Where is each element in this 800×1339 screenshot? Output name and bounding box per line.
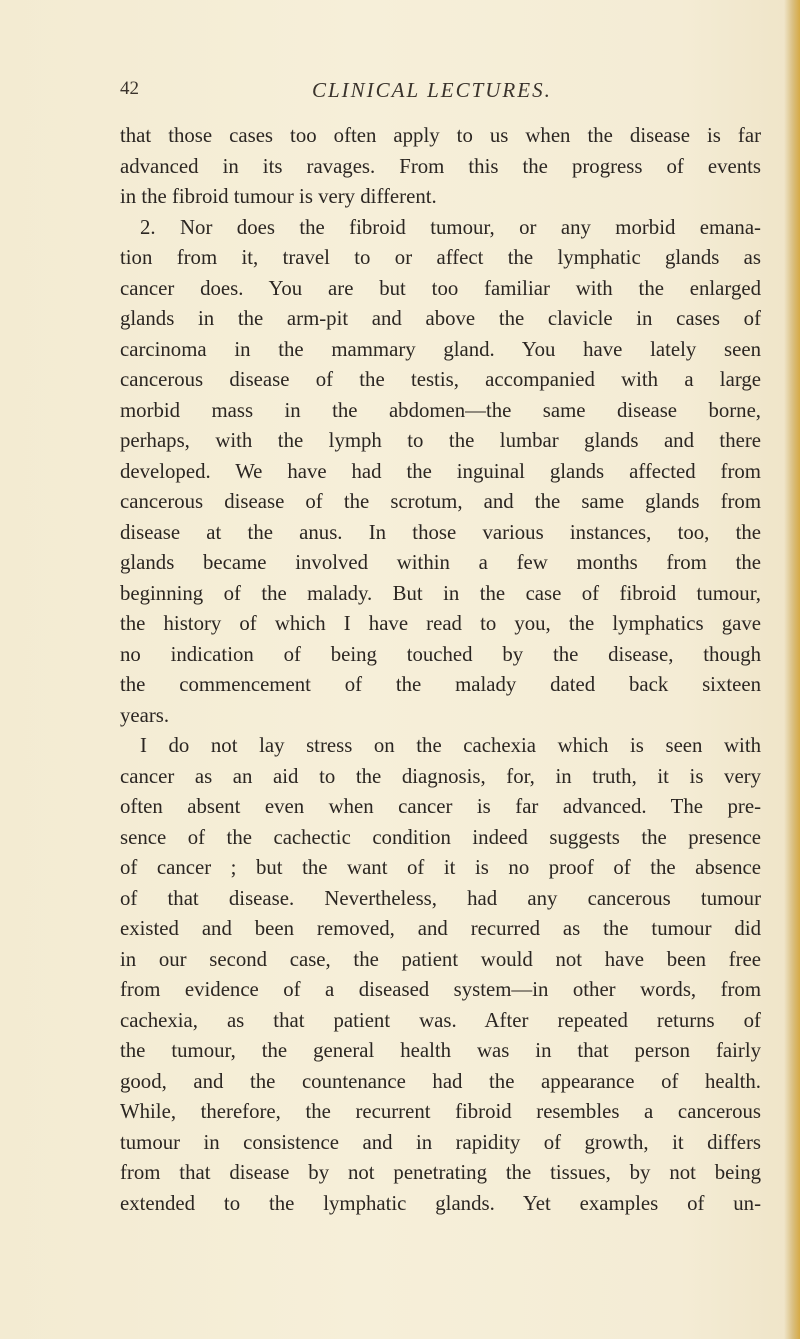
body-text — [120, 121, 761, 1219]
text-line: carcinoma in the mammary gland. You have lately seen — [120, 337, 761, 361]
text-line: in our second case, the patient would not have been free — [120, 947, 761, 971]
text-line: While, therefore, the recurrent fibroid resembles a cancerous — [120, 1100, 761, 1123]
text-line: sence of the cachectic condition indeed suggests the presence — [120, 825, 761, 849]
text-line: years. — [120, 703, 170, 727]
text-line: glands became involved within a few months from the — [120, 551, 761, 574]
text-line: cancer does. You are but too familiar with the enlarged — [120, 276, 761, 300]
text-line: morbid mass in the abdomen—the same disease borne, — [120, 398, 761, 422]
text-line: in the fibroid tumour is very different. — [120, 185, 437, 208]
text-line: I do not lay stress on the cachexia which is seen with — [140, 734, 761, 757]
text-line: extended to the lymphatic glands. Yet examples of un- — [120, 1191, 761, 1215]
text-line: 2. Nor does the fibroid tumour, or any morbid emana- — [140, 215, 761, 239]
text-line: perhaps, with the lymph to the lumbar glands and there — [120, 429, 761, 452]
text-line: cachexia, as that patient was. After repeated returns of — [120, 1008, 761, 1032]
text-line: that those cases too often apply to us when the disease is far — [120, 124, 761, 147]
page-edge — [784, 0, 800, 1339]
page-number: 42 — [120, 78, 139, 99]
text-line: cancerous disease of the scrotum, and the same glands from — [120, 490, 761, 513]
text-line: no indication of being touched by the disease, though — [120, 642, 761, 666]
text-line: disease at the anus. In those various instances, too, the — [120, 520, 761, 544]
text-line: cancerous disease of the testis, accompanied with a large — [120, 368, 761, 391]
text-line: of that disease. Nevertheless, had any cancerous tumour — [120, 886, 761, 910]
text-line: the tumour, the general health was in that person fairly — [120, 1039, 761, 1062]
text-line: beginning of the malady. But in the case of fibroid tumour, — [120, 581, 761, 605]
text-line: good, and the countenance had the appearance of health. — [120, 1069, 761, 1093]
text-line: glands in the arm-pit and above the clavicle in cases of — [120, 307, 761, 330]
text-line: the history of which I have read to you, the lymphatics gave — [120, 612, 761, 635]
running-title: CLINICAL LECTURES. — [312, 78, 552, 102]
text-line: advanced in its ravages. From this the progress of events — [120, 154, 761, 178]
text-line: existed and been removed, and recurred as the tumour did — [120, 917, 761, 940]
text-line: from evidence of a diseased system—in other words, from — [120, 978, 761, 1001]
page-header — [120, 78, 760, 108]
text-line: cancer as an aid to the diagnosis, for, in truth, it is very — [120, 764, 761, 788]
text-line: tumour in consistence and in rapidity of growth, it differs — [120, 1130, 761, 1154]
text-line: tion from it, travel to or affect the lymphatic glands as — [120, 246, 761, 269]
text-line: of cancer ; but the want of it is no proof of the absence — [120, 856, 761, 879]
text-line: developed. We have had the inguinal glands affected from — [120, 459, 761, 483]
text-line: the commencement of the malady dated back sixteen — [120, 673, 761, 696]
text-line: from that disease by not penetrating the tissues, by not being — [120, 1161, 761, 1184]
text-line: often absent even when cancer is far advanced. The pre- — [120, 795, 761, 818]
